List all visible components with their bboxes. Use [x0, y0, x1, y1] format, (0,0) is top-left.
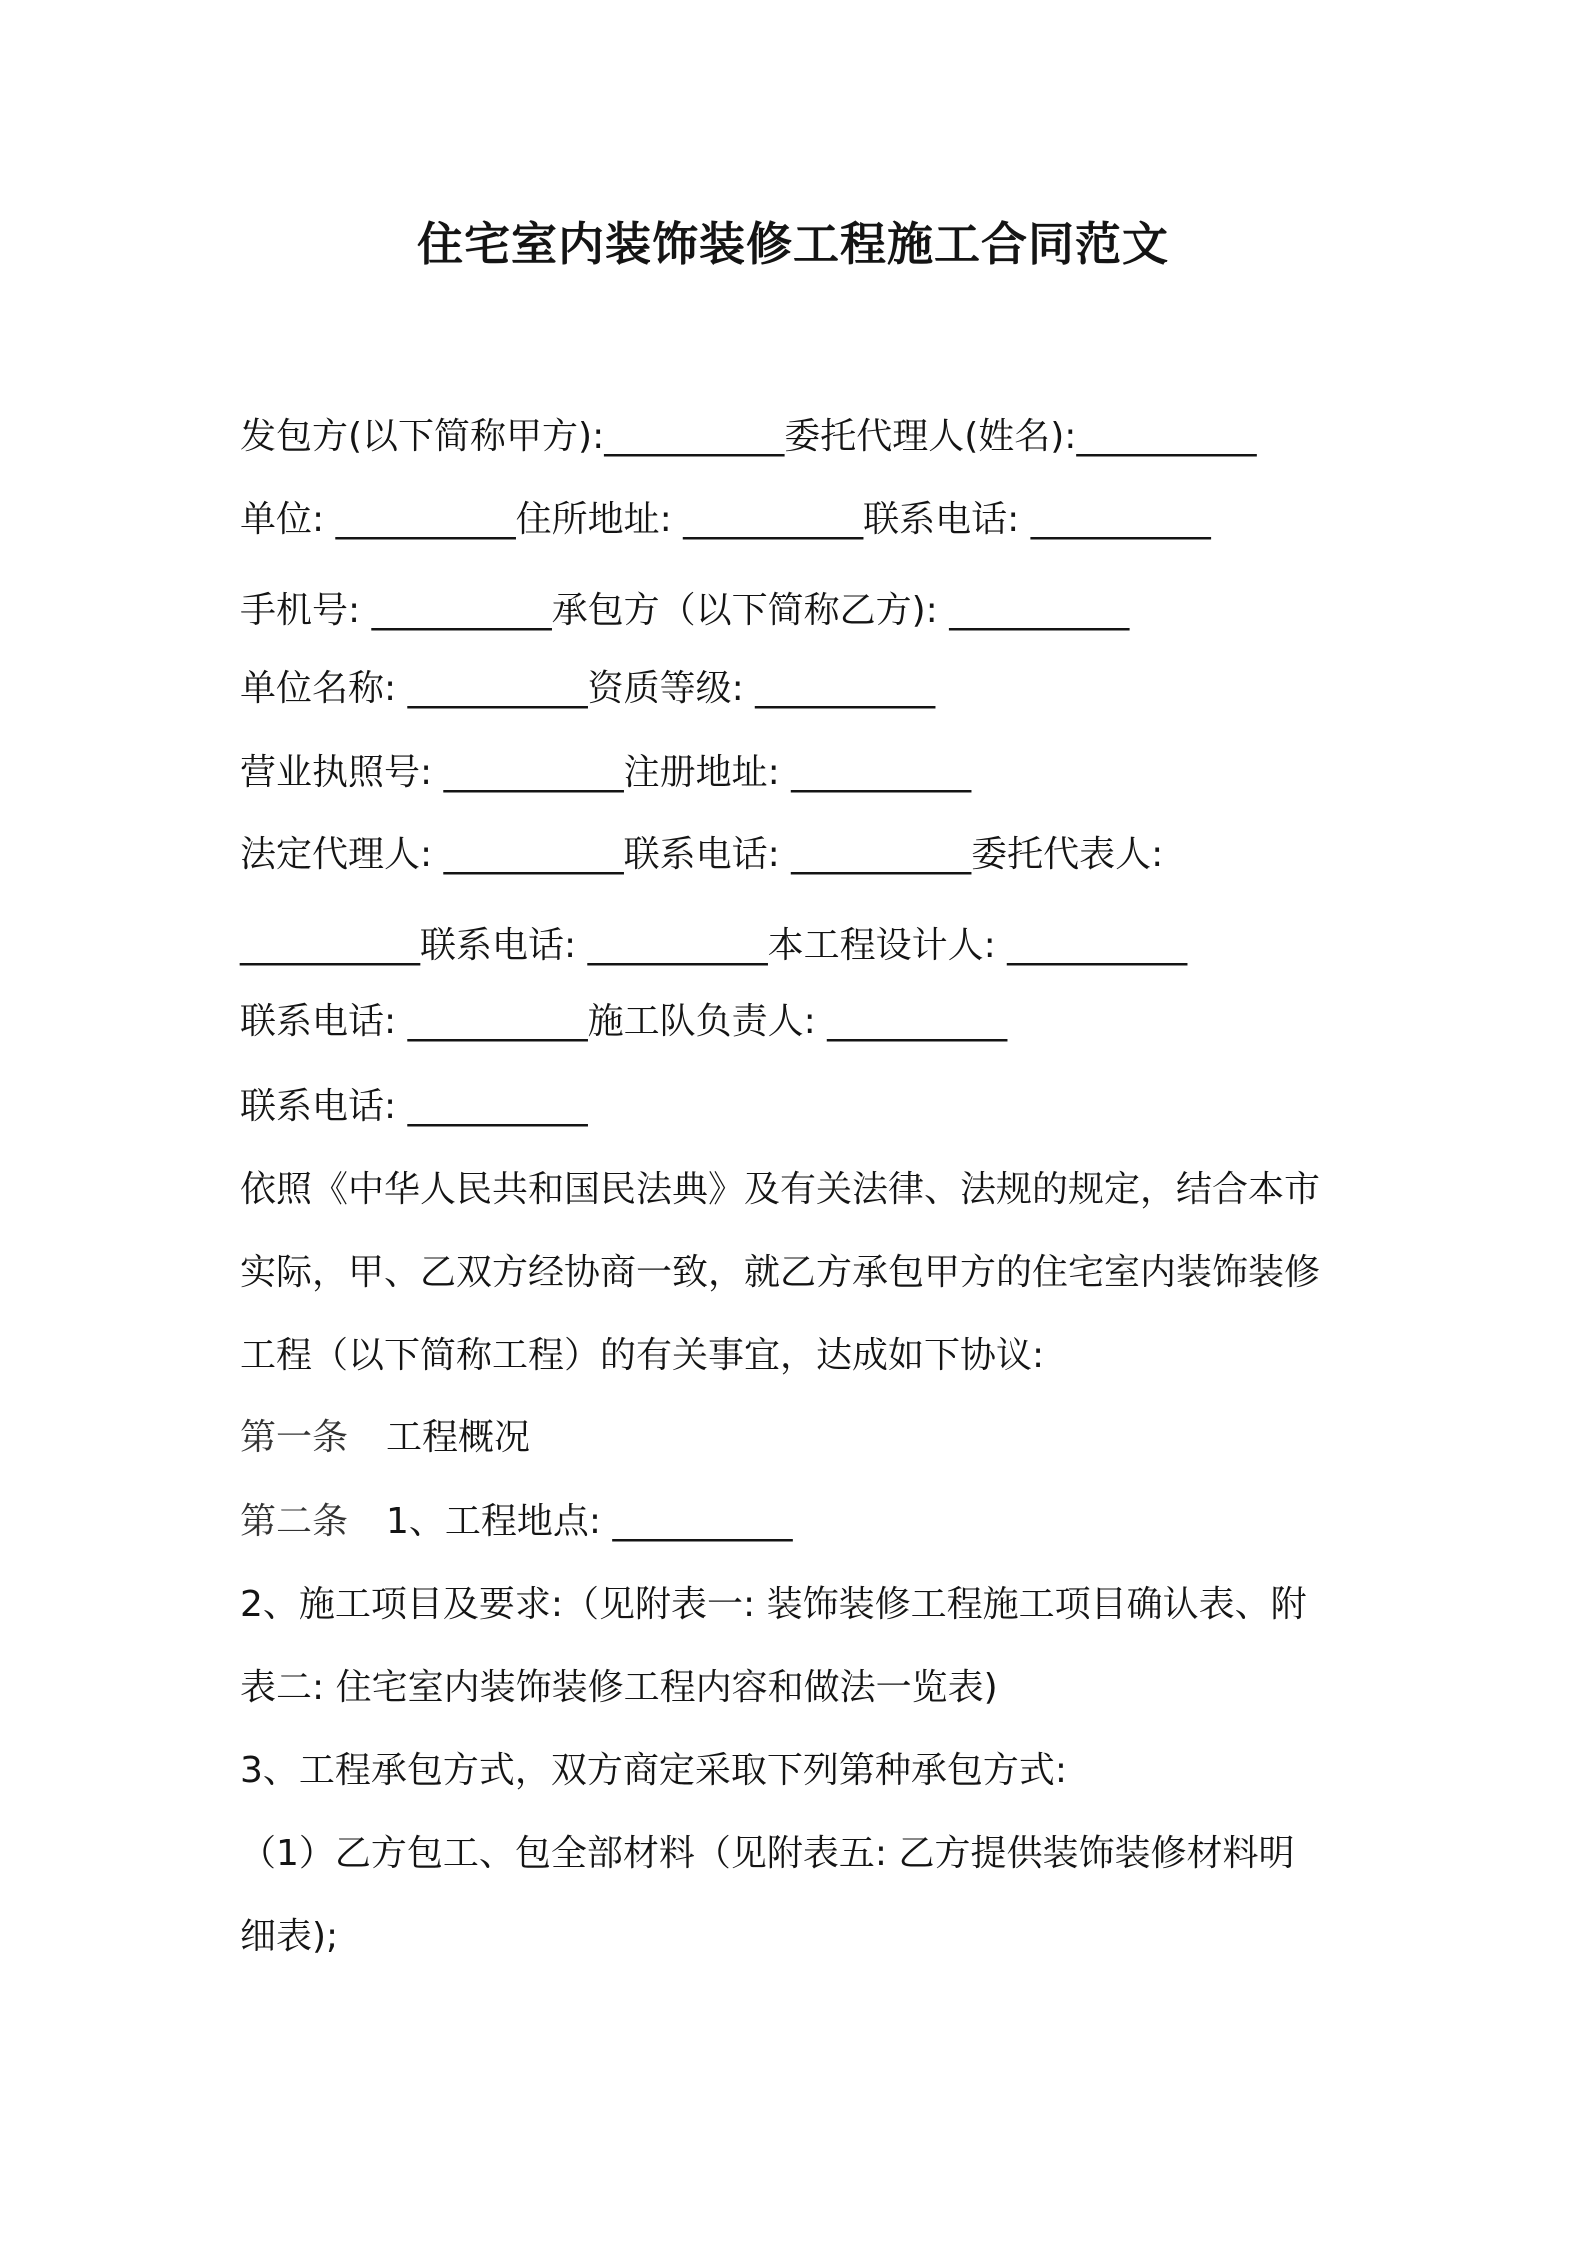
article-2-text: 1、工程地点: __________	[386, 1501, 793, 1542]
item-3-option-1-line-2: 细表);	[240, 1916, 339, 1957]
article-1	[240, 1413, 530, 1463]
preamble-line-2: 实际，甲、乙双方经协商一致，就乙方承包甲方的住宅室内装饰装修	[240, 1252, 1321, 1293]
item-2-line-1: 2、施工项目及要求:（见附表一: 装饰装修工程施工项目确认表、附	[240, 1584, 1307, 1625]
designer-line: __________联系电话: __________本工程设计人: __________	[240, 925, 1188, 966]
team-leader-line: 联系电话: __________施工队负责人: __________	[240, 1001, 1008, 1042]
preamble-line-1: 依照《中华人民共和国民法典》及有关法律、法规的规定，结合本市	[240, 1169, 1321, 1210]
preamble-line-3: 工程（以下简称工程）的有关事宜，达成如下协议:	[240, 1335, 1045, 1376]
article-2-label: 第二条	[240, 1501, 349, 1542]
item-3-line: 3、工程承包方式，双方商定采取下列第种承包方式:	[240, 1750, 1068, 1791]
unit-name-line: 单位名称: __________资质等级: __________	[240, 668, 936, 709]
party-a-line: 发包方(以下简称甲方):__________委托代理人(姓名):__________	[240, 416, 1257, 457]
item-3-option-1-line-1: （1）乙方包工、包全部材料（见附表五: 乙方提供装饰装修材料明	[240, 1833, 1295, 1874]
item-2-line-2: 表二: 住宅室内装饰装修工程内容和做法一览表)	[240, 1667, 998, 1708]
legal-representative-line: 法定代理人: __________联系电话: __________委托代表人:	[240, 834, 1164, 875]
article-2	[240, 1497, 793, 1547]
article-1-label: 第一条	[240, 1417, 349, 1458]
article-1-text: 工程概况	[386, 1417, 531, 1458]
document-title: 住宅室内装饰装修工程施工合同范文	[417, 217, 1169, 271]
phone-line: 联系电话: __________	[240, 1086, 588, 1127]
unit-address-line: 单位: __________住所地址: __________联系电话: __________	[240, 499, 1211, 540]
license-line: 营业执照号: __________注册地址: __________	[240, 752, 972, 793]
mobile-party-b-line: 手机号: __________承包方（以下简称乙方): __________	[240, 590, 1130, 631]
